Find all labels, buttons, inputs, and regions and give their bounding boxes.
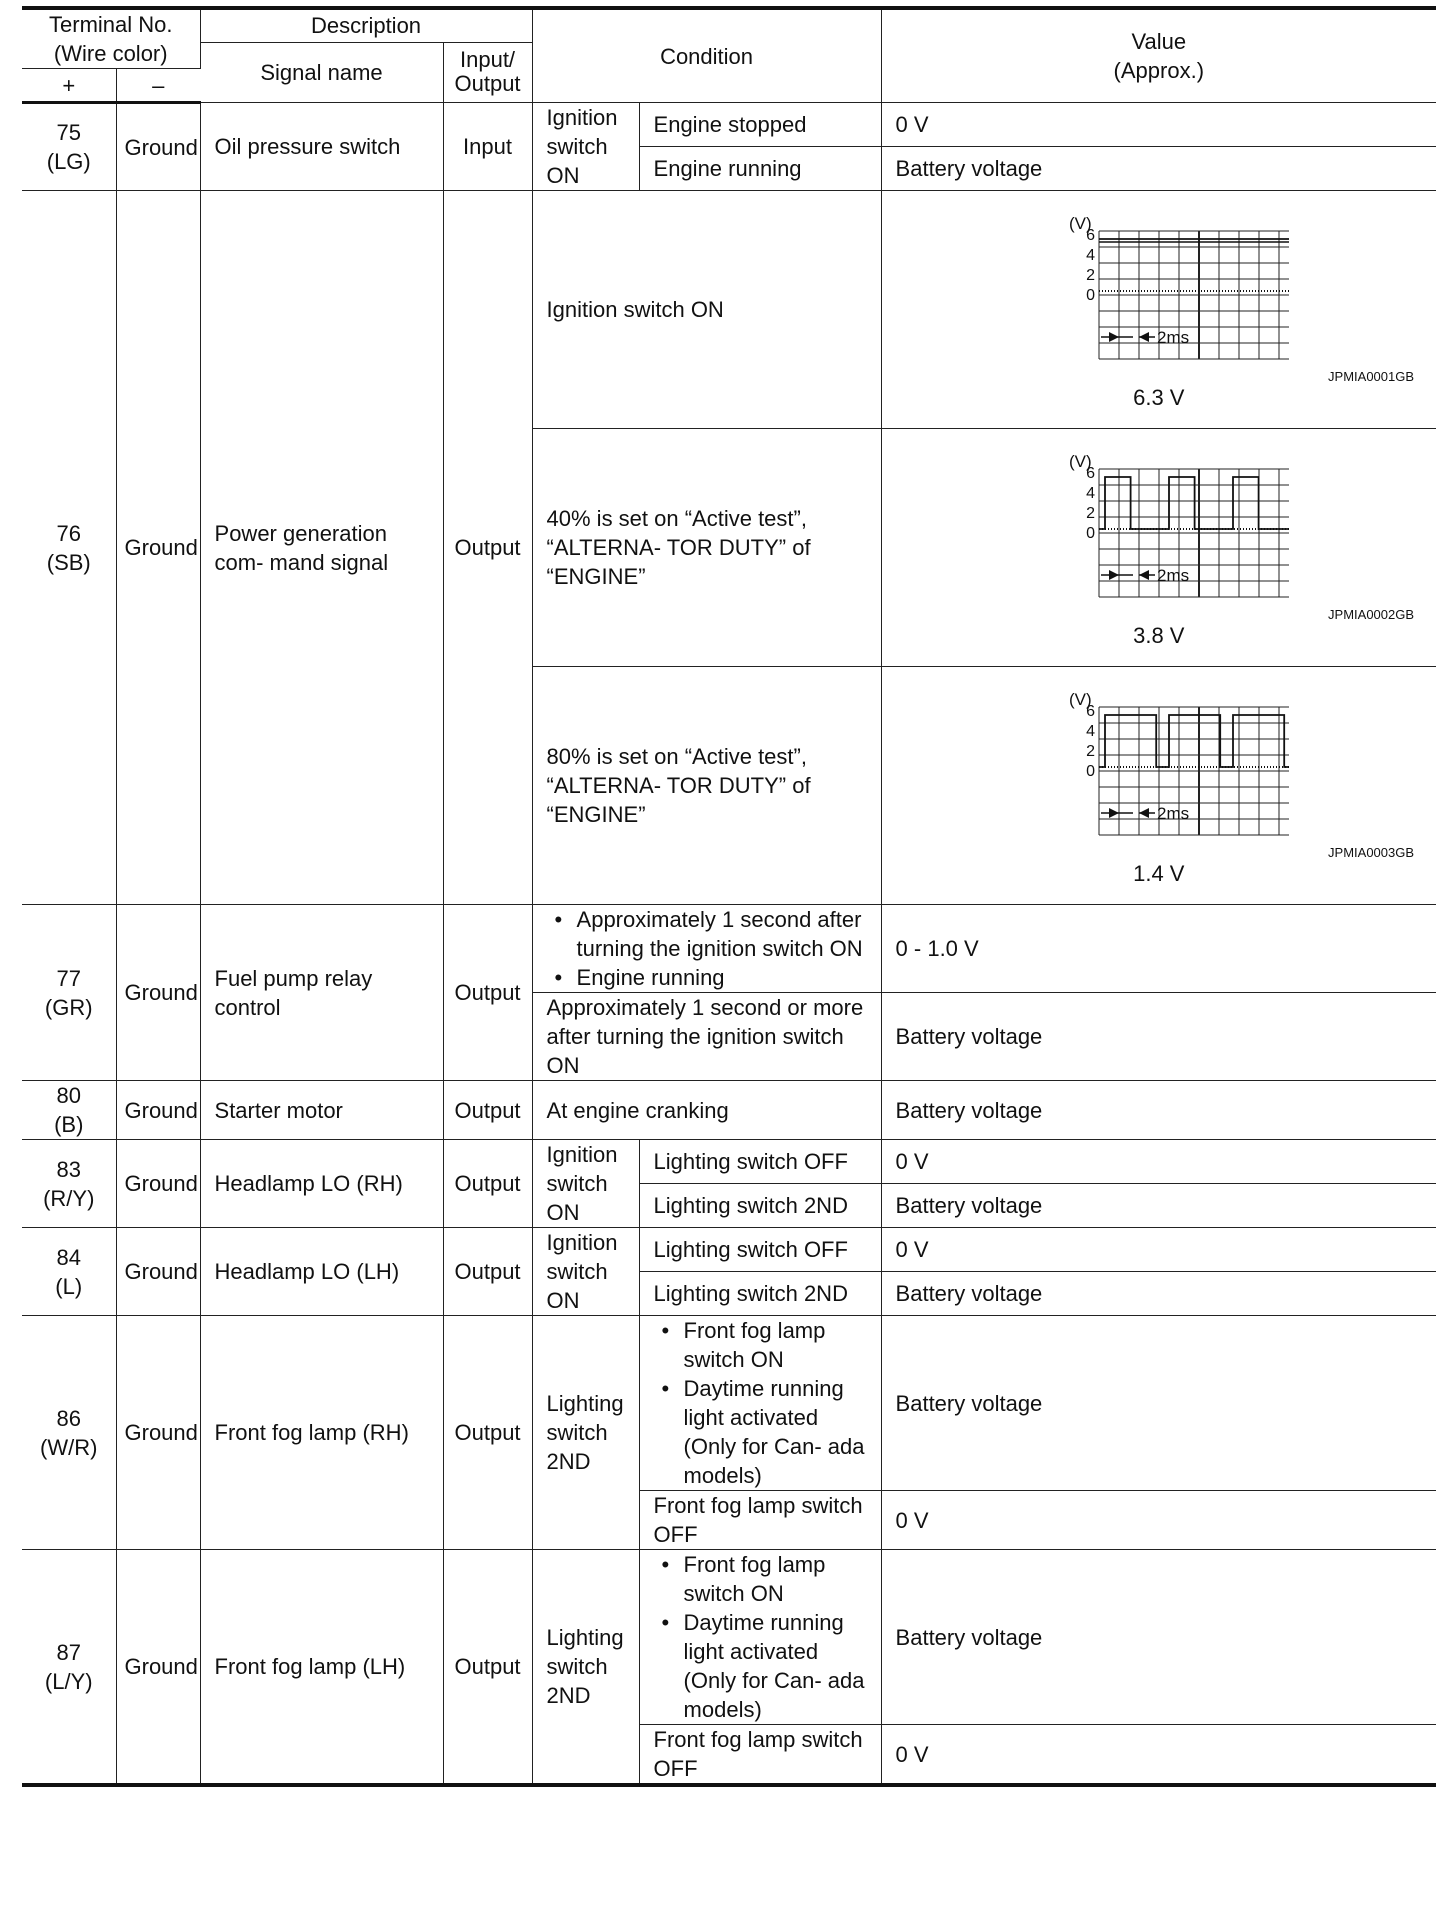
waveform-tick-label: 4 [1085, 484, 1095, 502]
terminal-minus: Ground [116, 191, 200, 905]
value-cell: 0 - 1.0 V [881, 905, 1436, 993]
signal-name: Headlamp LO (RH) [200, 1140, 443, 1228]
waveform-value: 3.8 V [1133, 622, 1185, 648]
waveform-tick-label: 4 [1085, 722, 1095, 740]
condition-sub: Lighting switch OFF [639, 1228, 881, 1272]
waveform-unit-label: (V) [1068, 689, 1092, 709]
condition-sub: Lighting switch 2ND [639, 1184, 881, 1228]
table-row [22, 103, 1436, 147]
waveform-tick-label: 2 [1085, 742, 1095, 760]
input-output: Output [443, 1140, 532, 1228]
input-output: Output [443, 191, 532, 905]
waveform-cell [881, 667, 1436, 905]
condition-sub: Lighting switch 2ND [639, 1272, 881, 1316]
waveform-tick-label: 0 [1085, 524, 1095, 542]
terminal-plus: 75 (LG) [22, 103, 116, 191]
terminal-minus: Ground [116, 1140, 200, 1228]
condition-sub: Approximately 1 second or more after turning the ignition switch ON [532, 993, 881, 1081]
waveform-tick-label: 6 [1085, 702, 1095, 720]
waveform-arrow-head-right [1109, 332, 1119, 342]
header-plus: + [22, 69, 116, 103]
value-cell: 0 V [881, 103, 1436, 147]
terminal-minus: Ground [116, 103, 200, 191]
waveform-caption: JPMIA0001GB [1328, 368, 1415, 384]
terminal-table [22, 6, 1436, 1787]
terminal-plus: 76 (SB) [22, 191, 116, 905]
header-value-approx: (Approx.) [1113, 58, 1205, 83]
header-value [881, 8, 1436, 103]
waveform-tick-label: 2 [1085, 504, 1095, 522]
table-row [22, 905, 1436, 993]
table-row [22, 1228, 1436, 1272]
terminal-minus: Ground [116, 1550, 200, 1786]
header-condition: Condition [532, 8, 881, 103]
waveform-cell [881, 429, 1436, 667]
condition-sub: 40% is set on “Active test”, “ALTERNA- TOR DUTY” of “ENGINE” [532, 429, 881, 667]
terminal-minus: Ground [116, 905, 200, 1081]
value-cell: Battery voltage [881, 1081, 1436, 1140]
waveform-chart [1029, 447, 1289, 607]
table-row [22, 1081, 1436, 1140]
header-minus: – [116, 69, 200, 103]
condition-sub: Ignition switch ON [532, 191, 881, 429]
condition-bullets [639, 1316, 881, 1491]
waveform-tick-label: 0 [1085, 762, 1095, 780]
value-cell: 0 V [881, 1725, 1436, 1786]
condition-sub: At engine cranking [532, 1081, 881, 1140]
input-output: Output [443, 1316, 532, 1550]
input-output: Output [443, 1550, 532, 1786]
header-input-output: Input/ Output [443, 42, 532, 103]
terminal-table-wrap [22, 6, 1436, 1787]
signal-name: Power generation com- mand signal [200, 191, 443, 905]
waveform-unit-label: (V) [1068, 451, 1092, 471]
waveform-caption: JPMIA0003GB [1328, 844, 1415, 860]
waveform-caption: JPMIA0002GB [1328, 606, 1415, 622]
condition-bullets [639, 1550, 881, 1725]
condition-main: Lighting switch 2ND [532, 1550, 639, 1786]
waveform-tick-label: 4 [1085, 246, 1095, 264]
signal-name: Starter motor [200, 1081, 443, 1140]
input-output: Output [443, 1081, 532, 1140]
terminal-minus: Ground [116, 1081, 200, 1140]
input-output: Input [443, 103, 532, 191]
condition-bullet: • Daytime running light activated (Only for Can- ada models) [684, 1608, 873, 1724]
value-cell: Battery voltage [881, 147, 1436, 191]
terminal-plus: 87 (L/Y) [22, 1550, 116, 1786]
waveform-tick-label: 0 [1085, 286, 1095, 304]
table-row [22, 1316, 1436, 1491]
condition-sub: Engine running [639, 147, 881, 191]
condition-bullet: • Front fog lamp switch ON [684, 1550, 873, 1608]
condition-sub: Front fog lamp switch OFF [639, 1725, 881, 1786]
value-cell: 0 V [881, 1140, 1436, 1184]
waveform-value: 1.4 V [1133, 860, 1185, 886]
header-description: Description [200, 8, 532, 42]
waveform-time-label: 2ms [1156, 565, 1189, 585]
value-cell: Battery voltage [881, 1272, 1436, 1316]
condition-sub: Lighting switch OFF [639, 1140, 881, 1184]
waveform-tick-label: 6 [1085, 464, 1095, 482]
waveform-arrow-head-right [1109, 808, 1119, 818]
condition-main: Ignition switch ON [532, 103, 639, 191]
terminal-minus: Ground [116, 1316, 200, 1550]
table-row [22, 191, 1436, 429]
terminal-plus: 86 (W/R) [22, 1316, 116, 1550]
value-cell: 0 V [881, 1491, 1436, 1550]
value-cell: Battery voltage [881, 1316, 1436, 1491]
terminal-plus: 83 (R/Y) [22, 1140, 116, 1228]
condition-bullet: • Front fog lamp switch ON [684, 1316, 873, 1374]
table-row [22, 1140, 1436, 1184]
condition-bullet: • Daytime running light activated (Only for Can- ada models) [684, 1374, 873, 1490]
condition-sub: Front fog lamp switch OFF [639, 1491, 881, 1550]
condition-sub: Engine stopped [639, 103, 881, 147]
input-output: Output [443, 1228, 532, 1316]
condition-bullets [532, 905, 881, 993]
signal-name: Headlamp LO (LH) [200, 1228, 443, 1316]
signal-name: Fuel pump relay control [200, 905, 443, 1081]
waveform-time-label: 2ms [1156, 803, 1189, 823]
header-value-label: Value [1131, 29, 1187, 54]
value-cell: Battery voltage [881, 1184, 1436, 1228]
value-cell: Battery voltage [881, 993, 1436, 1081]
condition-bullet: • Approximately 1 second after turning the ignition switch ON [577, 905, 873, 963]
terminal-minus: Ground [116, 1228, 200, 1316]
value-cell: Battery voltage [881, 1550, 1436, 1725]
waveform-time-label: 2ms [1156, 327, 1189, 347]
waveform-unit-label: (V) [1068, 213, 1092, 233]
waveform-tick-label: 6 [1085, 226, 1095, 244]
signal-name: Oil pressure switch [200, 103, 443, 191]
header-terminal-no: Terminal No. [49, 12, 173, 37]
waveform-tick-label: 2 [1085, 266, 1095, 284]
header-signal-name: Signal name [200, 42, 443, 103]
terminal-plus: 84 (L) [22, 1228, 116, 1316]
waveform-cell [881, 191, 1436, 429]
terminal-plus: 80 (B) [22, 1081, 116, 1140]
condition-main: Ignition switch ON [532, 1140, 639, 1228]
signal-name: Front fog lamp (RH) [200, 1316, 443, 1550]
header-wire-color: (Wire color) [53, 41, 168, 66]
condition-main: Ignition switch ON [532, 1228, 639, 1316]
condition-main: Lighting switch 2ND [532, 1316, 639, 1550]
waveform-chart [1029, 685, 1289, 845]
waveform-chart [1029, 209, 1289, 369]
signal-name: Front fog lamp (LH) [200, 1550, 443, 1786]
value-cell: 0 V [881, 1228, 1436, 1272]
terminal-plus: 77 (GR) [22, 905, 116, 1081]
condition-sub: 80% is set on “Active test”, “ALTERNA- TOR DUTY” of “ENGINE” [532, 667, 881, 905]
waveform-value: 6.3 V [1133, 384, 1185, 410]
table-row [22, 1550, 1436, 1725]
input-output: Output [443, 905, 532, 1081]
waveform-arrow-head-right [1109, 570, 1119, 580]
header-terminal [22, 8, 200, 69]
condition-bullet: • Engine running [577, 963, 873, 992]
